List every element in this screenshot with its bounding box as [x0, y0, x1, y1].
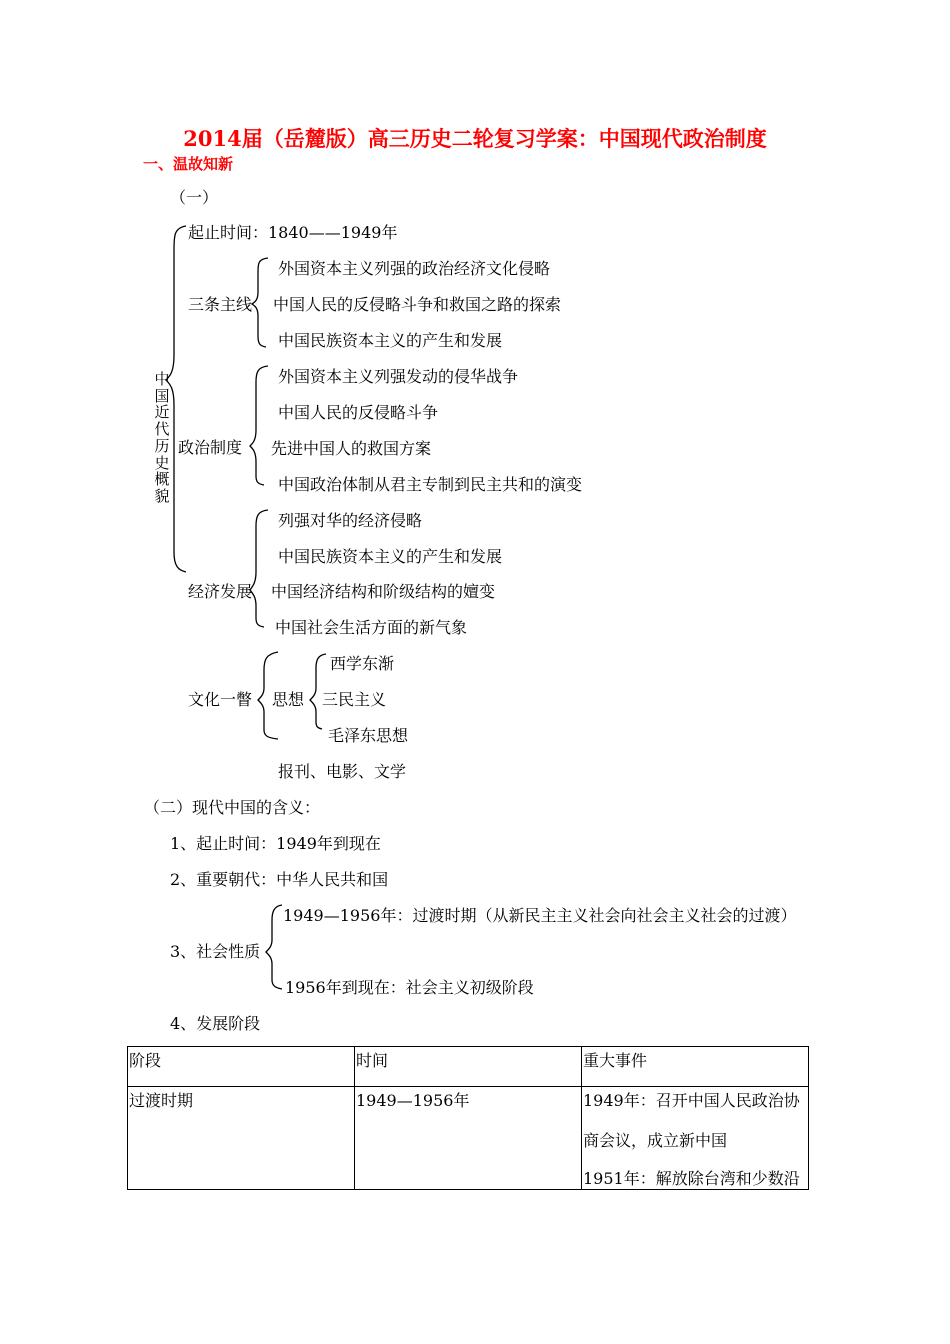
event-line: 1951年：解放除台湾和少数沿 [583, 1169, 800, 1188]
stages-table [127, 1046, 809, 1190]
economy-brace [250, 510, 268, 627]
list-item: 1956年到现在：社会主义初级阶段 [285, 978, 534, 997]
part-one-label: （一） [170, 188, 219, 207]
three-lines-brace [252, 258, 268, 347]
table-row [128, 1087, 809, 1190]
list-item: 中国民族资本主义的产生和发展 [278, 547, 503, 566]
header-cell: 时间 [355, 1047, 582, 1087]
list-item: 中国民族资本主义的产生和发展 [278, 331, 503, 350]
list-item: 2、重要朝代：中华人民共和国 [170, 870, 389, 889]
document-title: 2014届（岳麓版）高三历史二轮复习学案：中国现代政治制度 [183, 126, 767, 151]
table-header-row [128, 1047, 809, 1087]
list-item: 列强对华的经济侵略 [278, 511, 423, 530]
list-item: 外国资本主义列强发动的侵华战争 [278, 367, 519, 386]
list-item: 先进中国人的救国方案 [271, 439, 432, 458]
header-cell: 重大事件 [582, 1047, 809, 1087]
list-item: 1949—1956年：过渡时期（从新民主主义社会向社会主义社会的过渡） [283, 906, 797, 925]
politics-label: 政治制度 [178, 438, 243, 457]
thought-label: 思想 [272, 690, 305, 709]
social-nature-brace [266, 905, 282, 989]
list-item: 西学东渐 [330, 654, 395, 673]
list-item: 中国人民的反侵略斗争 [278, 403, 439, 422]
list-item: 中国经济结构和阶级结构的嬗变 [271, 582, 496, 601]
politics-brace [250, 366, 268, 485]
economy-label: 经济发展 [188, 582, 253, 601]
list-item: 三民主义 [322, 690, 387, 709]
section-heading: 一、温故知新 [143, 155, 234, 173]
table-cell: 过渡时期 [128, 1087, 355, 1190]
list-item: 毛泽东思想 [328, 726, 409, 745]
vertical-label: 中 国 近 代 历 史 概 貌 [154, 370, 170, 505]
part-two-heading: （二）现代中国的含义： [144, 798, 321, 817]
list-item: 4、发展阶段 [170, 1014, 261, 1033]
list-item: 中国社会生活方面的新气象 [275, 618, 468, 637]
list-item: 外国资本主义列强的政治经济文化侵略 [278, 259, 551, 278]
table-cell: 1949—1956年 [355, 1087, 582, 1190]
event-line: 商会议，成立新中国 [583, 1131, 728, 1150]
start-end-time: 起止时间：1840——1949年 [188, 223, 398, 242]
social-nature-label: 3、社会性质 [170, 942, 261, 961]
media-item: 报刊、电影、文学 [278, 762, 407, 781]
culture-label: 文化一瞥 [188, 690, 253, 709]
list-item: 中国人民的反侵略斗争和救国之路的探索 [273, 295, 562, 314]
three-lines-label: 三条主线 [188, 295, 253, 314]
header-cell: 阶段 [128, 1047, 355, 1087]
list-item: 1、起止时间：1949年到现在 [170, 834, 381, 853]
list-item: 中国政治体制从君主专制到民主共和的演变 [278, 475, 583, 494]
table-cell [582, 1087, 809, 1190]
event-line: 1949年：召开中国人民政治协 [583, 1091, 800, 1110]
